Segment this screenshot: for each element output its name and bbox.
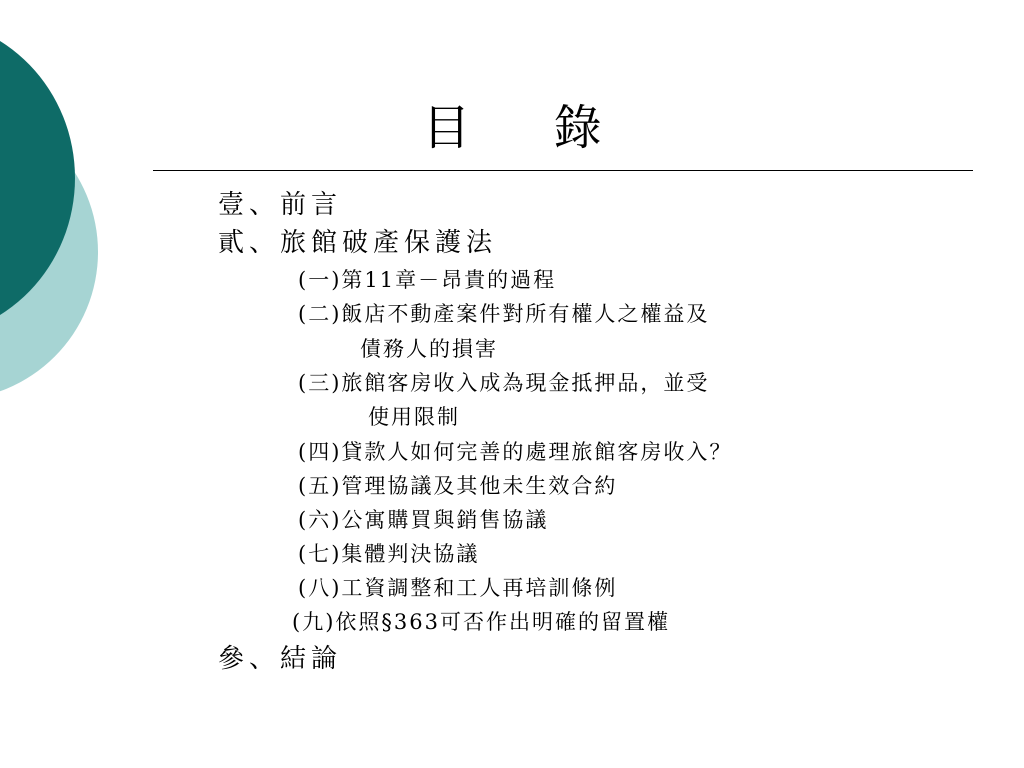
toc-subsection-4: (四)貸款人如何完善的處理旅館客房收入？ bbox=[298, 440, 733, 464]
toc-section-1: 壹、前言 bbox=[218, 190, 343, 220]
toc-subsection-3: (三)旅館客房收入成為現金抵押品，並受 bbox=[298, 371, 710, 395]
title-divider bbox=[153, 170, 973, 171]
toc-subsection-6: (六)公寓購買與銷售協議 bbox=[298, 508, 549, 532]
toc-subsection-9: (九)依照§363可否作出明確的留置權 bbox=[292, 610, 670, 634]
toc-subsection-7: (七)集體判決協議 bbox=[298, 542, 480, 566]
teal-circle-decoration bbox=[0, 0, 110, 420]
toc-subsection-2: (二)飯店不動產案件對所有權人之權益及 bbox=[298, 302, 710, 326]
toc-subsection-8: (八)工資調整和工人再培訓條例 bbox=[298, 576, 618, 600]
toc-subsection-3-cont: 使用限制 bbox=[368, 405, 460, 429]
toc-subsection-1: (一)第11章－昂貴的過程 bbox=[298, 268, 557, 292]
toc-section-3: 參、結論 bbox=[218, 644, 343, 674]
toc-section-2: 貳、旅館破產保護法 bbox=[218, 228, 498, 258]
toc-subsection-2-cont: 債務人的損害 bbox=[360, 337, 498, 361]
page-title: 目 錄 bbox=[422, 100, 636, 156]
toc-subsection-5: (五)管理協議及其他未生效合約 bbox=[298, 474, 618, 498]
